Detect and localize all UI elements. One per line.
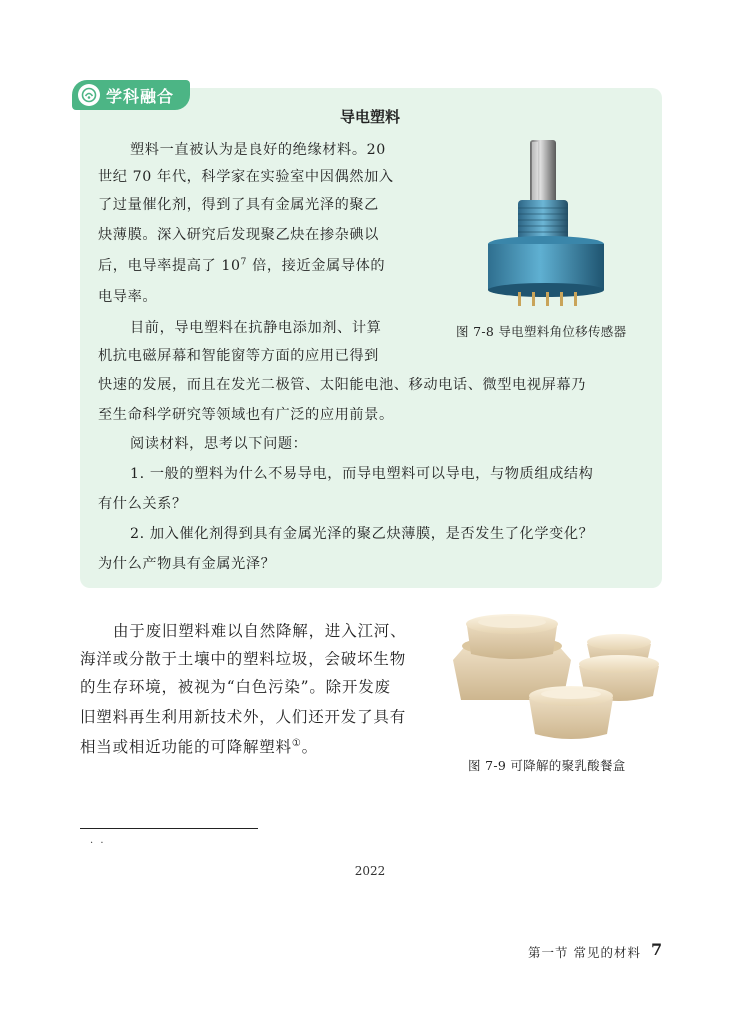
box-line: 至生命科学研究等领域也有广泛的应用前景。 <box>98 407 394 423</box>
body-line: 由于废旧塑料难以自然降解，进入江河、 <box>113 622 407 640</box>
sensor-photo <box>488 138 612 308</box>
box-line: 目前，导电塑料在抗静电添加剂、计算 <box>130 320 382 336</box>
reading-box-title: 导电塑料 <box>339 108 400 126</box>
body-line-with-footnote <box>80 736 318 758</box>
box-line: 炔薄膜。深入研究后发现聚乙炔在掺杂碘以 <box>98 227 379 243</box>
footnote-divider <box>80 828 258 829</box>
food-container-photo <box>447 608 665 748</box>
box-line-text: 后，电导率提高了 10 <box>98 258 241 274</box>
running-head: 第一节 常见的材料 <box>528 945 641 960</box>
footnote-dots: · · <box>90 838 106 849</box>
box-line: 有什么关系？ <box>98 496 187 512</box>
body-line: 海洋或分散于土壤中的塑料垃圾，会破坏生物 <box>80 650 407 668</box>
body-line-text: 相当或相近功能的可降解塑料 <box>80 738 292 756</box>
body-line: 旧塑料再生利用新技术外，人们还开发了具有 <box>80 708 407 726</box>
footnote-marker[interactable]: ① <box>291 737 302 749</box>
box-line: 快速的发展，而且在发光二极管、太阳能电池、移动电话、微型电视屏幕乃 <box>98 377 586 393</box>
box-line: 了过量催化剂，得到了具有金属光泽的聚乙 <box>98 197 379 213</box>
box-line-with-exponent <box>98 256 385 276</box>
tag-label: 学科融合 <box>106 86 175 106</box>
body-line-tail: 。 <box>301 738 318 756</box>
box-line: 塑料一直被认为是良好的绝缘材料。20 <box>130 142 386 158</box>
question-2: 2. 加入催化剂得到具有金属光泽的聚乙炔薄膜，是否发生了化学变化？ <box>130 526 594 542</box>
subject-integration-tag <box>72 80 190 110</box>
page-number: 7 <box>651 940 663 959</box>
print-year: 2022 <box>354 864 386 878</box>
box-line: 为什么产物具有金属光泽？ <box>98 556 276 572</box>
box-line: 电导率。 <box>98 289 158 305</box>
box-line: 世纪 70 年代，科学家在实验室中因偶然加入 <box>98 169 394 185</box>
box-line-tail: 倍，接近金属导体的 <box>247 258 386 274</box>
box-line: 机抗电磁屏幕和智能窗等方面的应用已得到 <box>98 348 379 364</box>
box-line: 阅读材料，思考以下问题： <box>130 436 308 452</box>
flask-icon <box>78 84 100 106</box>
body-line: 的生存环境，被视为“白色污染”。除开发废 <box>80 678 391 696</box>
figure-7-9-caption: 图 7-9 可降解的聚乳酸餐盒 <box>468 758 626 773</box>
figure-7-8-caption: 图 7-8 导电塑料角位移传感器 <box>456 324 627 339</box>
question-1: 1. 一般的塑料为什么不易导电，而导电塑料可以导电，与物质组成结构 <box>130 466 594 482</box>
exponent: 7 <box>240 257 247 268</box>
